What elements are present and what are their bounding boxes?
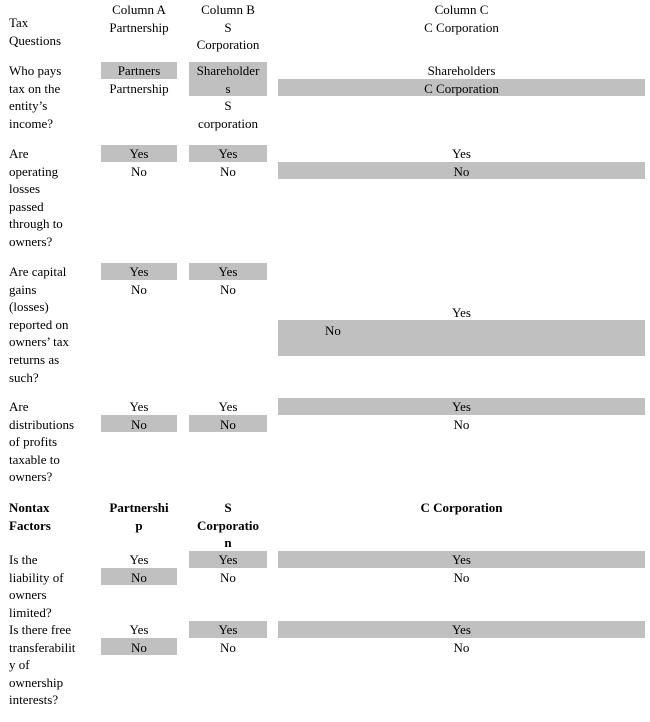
column-c-header: Column C C Corporation [424,2,499,35]
answer-b4: Yes No [218,399,238,432]
answer-c1: Shareholders C Corporation [424,63,499,96]
answer-b1: Shareholder s S corporation [196,63,260,131]
answer-c2: Yes No [452,146,471,179]
answer-c6: Yes No [452,622,471,655]
answer-b2: Yes No [218,146,238,179]
question-capital-gains: Are capital gains (losses) reported on owners’ tax returns as such? [9,264,70,385]
answer-c4: Yes No [452,399,471,432]
answer-a2: Yes No [129,146,149,179]
answer-b3: Yes No [218,264,238,297]
question-who-pays-tax: Who pays tax on the entity’s income? [9,63,62,131]
answer-a1: Partners Partnership [109,63,169,96]
question-distributions: Are distributions of profits taxable to owners? [9,399,75,485]
nontax-column-b-header: S Corporatio n [196,500,260,551]
question-liability: Is the liability of owners limited? [9,552,64,620]
answer-c3-yes: Yes [452,305,471,320]
answer-a3: Yes No [129,264,149,297]
answer-c3-no: No [325,323,341,338]
answer-b6: Yes No [218,622,238,655]
answer-a6: Yes No [129,622,149,655]
column-a-header: Column A Partnership [109,2,169,35]
column-b-header: Column B S Corporation [196,2,260,53]
answer-a4: Yes No [129,399,149,432]
answer-c5: Yes No [452,552,471,585]
nontax-column-c-header: C Corporation [420,500,503,515]
answer-b5: Yes No [218,552,238,585]
answer-a5: Yes No [129,552,149,585]
nontax-factors-header: Nontax Factors [9,500,51,533]
nontax-column-a-header: Partnershi p [109,500,169,533]
question-operating-losses: Are operating losses passed through to owners? [9,146,63,249]
question-transferability: Is there free transferabilit y of ownership interests? [9,622,76,708]
tax-questions-header: Tax Questions [9,15,61,48]
